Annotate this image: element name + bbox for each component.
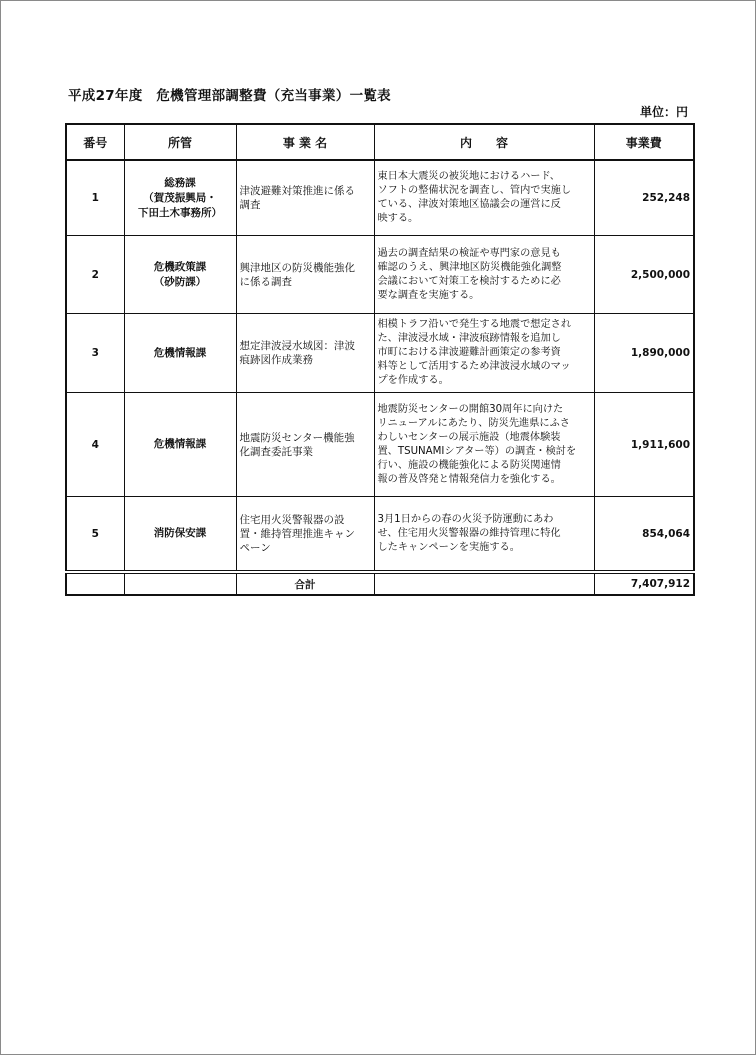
row-content (374, 393, 594, 497)
name-line: 化調査委託事業 (239, 445, 313, 458)
table-row (66, 314, 694, 393)
row-number: 1 (66, 160, 124, 236)
table-row (66, 236, 694, 314)
total-empty-cell (124, 572, 236, 595)
content-line: 地震防災センターの開館30周年に向けた (377, 403, 564, 415)
dept-line: 危機政策課 (153, 260, 207, 273)
name-line: 置・維持管理推進キャン (239, 527, 355, 540)
row-content (374, 236, 594, 314)
row-project-name (236, 236, 374, 314)
row-content (374, 160, 594, 236)
table-row (66, 393, 694, 497)
content-line: 市町における津波避難計画策定の参考資 (377, 347, 561, 358)
name-line: ペーン (239, 541, 271, 554)
header-no: 番号 (66, 124, 124, 160)
content-line: 要な調査を実施する。 (377, 289, 480, 301)
content-line: 行い、施設の機能強化による防災関連情 (377, 459, 561, 471)
table-header-row (66, 124, 694, 160)
total-empty-cell (374, 572, 594, 595)
row-number: 2 (66, 236, 124, 314)
content-line: せ、住宅用火災警報器の維持管理に特化 (377, 527, 561, 539)
row-cost: 1,890,000 (594, 314, 694, 393)
row-project-name (236, 497, 374, 573)
unit-label: 単位：円 (640, 105, 689, 119)
content-line: わしいセンターの展示施設（地震体験装 (377, 431, 561, 443)
dept-line: 総務課 (164, 176, 196, 189)
content-line: プを作成する。 (377, 375, 449, 386)
document-title: 平成27年度 危機管理部調整費（充当事業）一覧表 (68, 88, 391, 104)
name-line: 痕跡図作成業務 (239, 354, 313, 366)
table-row (66, 160, 694, 236)
row-dept (124, 160, 236, 236)
row-dept (124, 236, 236, 314)
header-dept: 所管 (124, 124, 236, 160)
content-line: 相模トラフ沿いで発生する地震で想定され (377, 319, 572, 330)
row-dept (124, 393, 236, 497)
name-line: 地震防災センター機能強 (239, 431, 355, 444)
row-project-name (236, 393, 374, 497)
name-line: に係る調査 (239, 275, 292, 288)
dept-line: 下田土木事務所） (138, 206, 222, 219)
row-dept (124, 314, 236, 393)
dept-line: （砂防課） (153, 275, 207, 288)
total-cost: 7,407,912 (594, 572, 694, 595)
row-dept (124, 497, 236, 573)
content-line: 報の普及啓発と情報発信力を強化する。 (377, 473, 561, 485)
row-number: 5 (66, 497, 124, 573)
row-cost: 2,500,000 (594, 236, 694, 314)
total-label: 合計 (236, 572, 374, 595)
budget-table (65, 123, 695, 596)
row-content (374, 314, 594, 393)
dept-line: 危機情報課 (153, 438, 207, 450)
content-line: ソフトの整備状況を調査し、管内で実施し (377, 185, 572, 196)
name-line: 調査 (239, 199, 261, 211)
content-line: 会議において対策工を検討するために必 (377, 275, 561, 287)
content-line: 3月1日からの春の火災予防運動にあわ (377, 513, 554, 525)
row-project-name (236, 160, 374, 236)
row-cost: 854,064 (594, 497, 694, 573)
name-line: 想定津波浸水域図：津波 (239, 340, 355, 352)
content-line: 料等として活用するため津波浸水域のマッ (377, 361, 571, 372)
dept-line: （賀茂振興局・ (143, 191, 217, 204)
row-number: 3 (66, 314, 124, 393)
dept-line: 消防保安課 (153, 527, 207, 539)
content-line: リニューアルにあたり、防災先進県にふさ (377, 417, 570, 429)
name-line: 興津地区の防災機能強化 (239, 261, 355, 274)
content-line: したキャンペーンを実施する。 (377, 541, 520, 553)
total-empty-cell (66, 572, 124, 595)
content-line: 映する。 (377, 213, 419, 224)
content-line: 確認のうえ、興津地区防災機能強化調整 (377, 261, 562, 273)
total-row (66, 572, 694, 595)
row-number: 4 (66, 393, 124, 497)
header-content: 内 容 (374, 124, 594, 160)
header-cost: 事業費 (594, 124, 694, 160)
row-cost: 252,248 (594, 160, 694, 236)
row-content (374, 497, 594, 573)
table-row (66, 497, 694, 573)
content-line: 東日本大震災の被災地におけるハード、 (377, 171, 560, 182)
dept-line: 危機情報課 (153, 346, 207, 359)
header-name: 事 業 名 (236, 124, 374, 160)
name-line: 住宅用火災警報器の設 (239, 513, 345, 526)
name-line: 津波避難対策推進に係る (239, 185, 355, 197)
content-line: た、津波浸水域・津波痕跡情報を追加し (377, 333, 561, 344)
content-line: 過去の調査結果の検証や専門家の意見も (377, 247, 561, 259)
content-line: 置、TSUNAMIシアター等）の調査・検討を (377, 445, 577, 457)
content-line: ている、津波対策地区協議会の運営に反 (377, 199, 561, 210)
row-cost: 1,911,600 (594, 393, 694, 497)
row-project-name (236, 314, 374, 393)
